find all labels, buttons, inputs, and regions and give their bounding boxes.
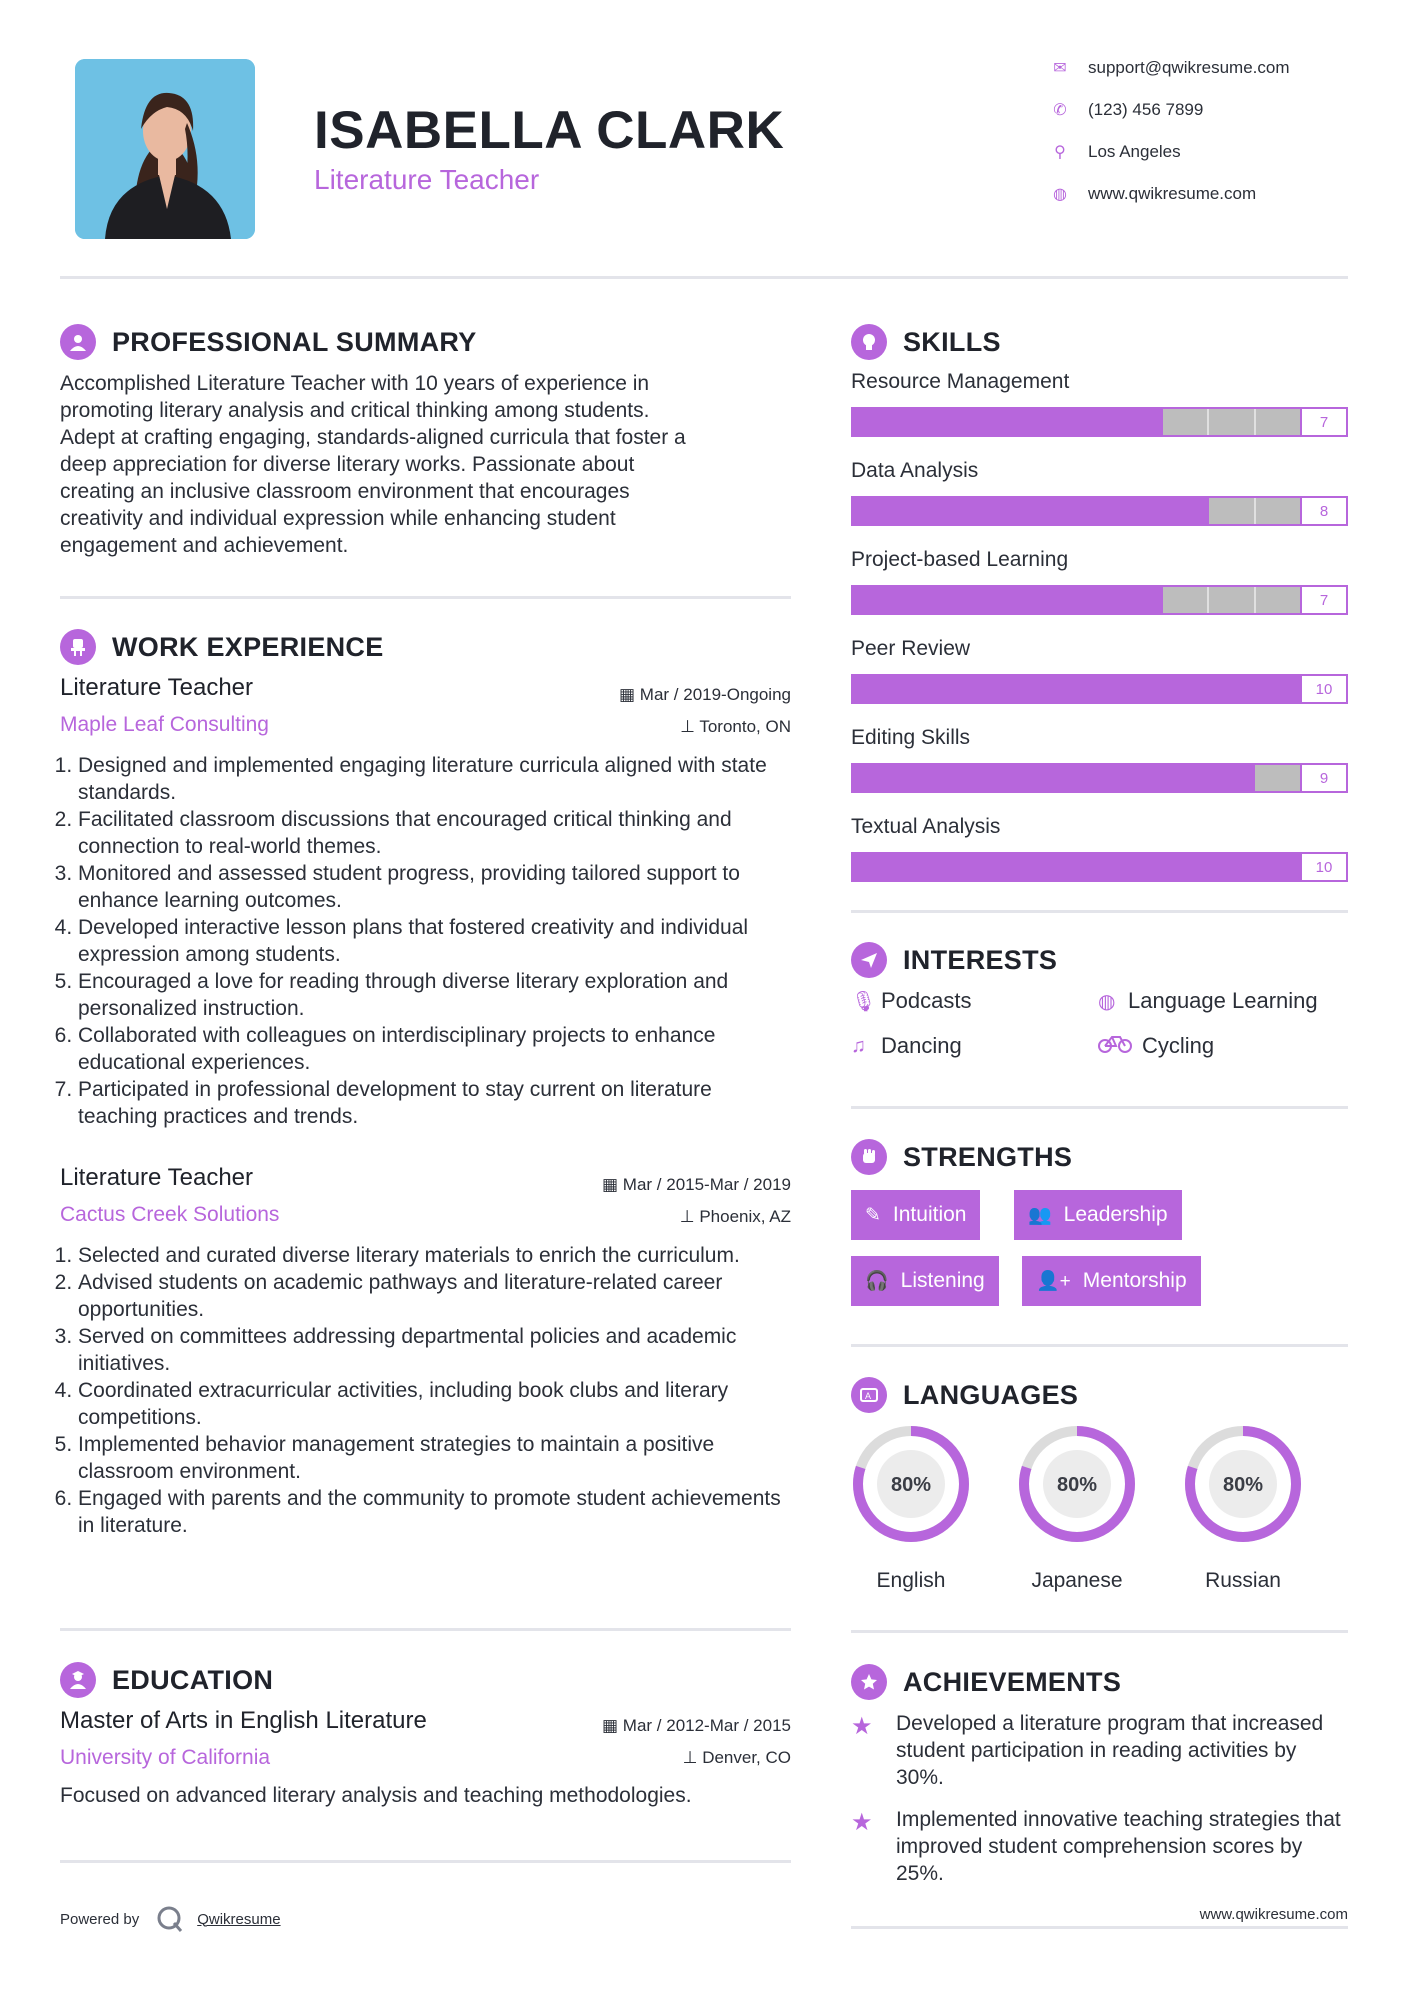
- language-item: [1183, 1424, 1303, 1593]
- divider: [851, 1926, 1348, 1929]
- user-plus-icon: 👤+: [1036, 1271, 1071, 1292]
- star-icon: ★: [851, 1809, 873, 1836]
- list-item: 1. Selected and curated diverse literary materials to enrich the curriculum.: [78, 1242, 791, 1269]
- job-title: Literature Teacher: [60, 674, 254, 701]
- skill-level-bar: [851, 852, 1348, 882]
- language-percent: 80%: [1222, 1474, 1264, 1496]
- skill-name: Data Analysis: [851, 459, 979, 482]
- star-icon: ★: [851, 1713, 873, 1740]
- phone-icon: ✆: [1053, 102, 1067, 119]
- school: University of California: [60, 1746, 271, 1769]
- list-item: 3. Served on committees addressing departmental policies and academic initiatives.: [78, 1323, 791, 1377]
- map-pin-icon: ⚲: [1054, 144, 1066, 161]
- fist-icon: [851, 1139, 887, 1175]
- skill-level-bar: [851, 496, 1348, 526]
- language-percent: 80%: [1056, 1474, 1098, 1496]
- strengths-heading-label: STRENGTHS: [903, 1141, 1073, 1172]
- calendar-icon: ▦: [602, 1175, 623, 1194]
- skill-row: [851, 370, 1348, 437]
- language-ring: [1017, 1424, 1137, 1544]
- interest-item: Cycling: [1098, 1033, 1214, 1059]
- education-heading-label: EDUCATION: [112, 1664, 274, 1695]
- list-item: 6. Collaborated with colleagues on interdisciplinary projects to enhance educational experiences.: [78, 1022, 791, 1076]
- divider: [60, 1628, 791, 1631]
- education-entry: [60, 1707, 791, 1817]
- job-dates: ▦ Mar / 2015-Mar / 2019: [602, 1175, 791, 1194]
- achievements-heading-label: ACHIEVEMENTS: [903, 1666, 1122, 1697]
- pin-icon: ⊥: [682, 1748, 703, 1767]
- achievement-item: ★ Implemented innovative teaching strategies that improved student comprehension scores by 25%.: [851, 1808, 1341, 1885]
- skill-level-bar: [851, 763, 1348, 793]
- calendar-icon: ▦: [619, 685, 640, 704]
- summary-heading-label: PROFESSIONAL SUMMARY: [112, 326, 477, 357]
- globe-icon: ◍: [1053, 186, 1067, 203]
- skills-heading: [851, 324, 1001, 360]
- job-entry: [60, 674, 791, 1130]
- education-dates: ▦ Mar / 2012-Mar / 2015: [602, 1716, 791, 1735]
- skill-level-value: 8: [1300, 496, 1348, 526]
- job-bullets: [60, 1242, 791, 1539]
- magic-wand-icon: ✎: [865, 1204, 881, 1226]
- divider: [60, 596, 791, 599]
- contact-email-text: support@qwikresume.com: [1088, 58, 1290, 77]
- contact-location-text: Los Angeles: [1088, 142, 1181, 161]
- paper-plane-icon: [851, 942, 887, 978]
- language-name: Russian: [1205, 1569, 1281, 1592]
- language-name: English: [876, 1569, 946, 1592]
- list-item: 7. Participated in professional development to stay current on literature teaching practices and trends.: [78, 1076, 791, 1130]
- envelope-icon: ✉: [1053, 60, 1067, 77]
- list-item: 6. Engaged with parents and the community to promote student achievements in literature.: [78, 1485, 791, 1539]
- language-name: Japanese: [1031, 1569, 1123, 1592]
- language-icon: [851, 1377, 887, 1413]
- job-entry: [60, 1164, 791, 1539]
- contact-phone[interactable]: [1050, 100, 1203, 120]
- interests-heading-label: INTERESTS: [903, 944, 1058, 975]
- skill-level-value: 7: [1300, 585, 1348, 615]
- footer-powered: [60, 1904, 281, 1934]
- header-divider: [60, 276, 1348, 279]
- education-heading: [60, 1662, 273, 1698]
- skill-row: [851, 548, 1348, 615]
- list-item: 4. Coordinated extracurricular activities, including book clubs and literary competitions.: [78, 1377, 791, 1431]
- skill-name: Project-based Learning: [851, 548, 1069, 571]
- skills-heading-label: SKILLS: [903, 326, 1001, 357]
- headphones-icon: 🎧: [865, 1271, 889, 1292]
- brand-link[interactable]: Qwikresume: [197, 1910, 281, 1928]
- lightbulb-icon: [851, 324, 887, 360]
- strength-tag: 👥 Leadership: [1014, 1190, 1182, 1240]
- language-percent: 80%: [890, 1474, 932, 1496]
- skill-level-bar: [851, 407, 1348, 437]
- summary-heading: [60, 324, 477, 360]
- degree: Master of Arts in English Literature: [60, 1707, 427, 1734]
- candidate-title: Literature Teacher: [314, 164, 540, 195]
- skill-level-value: 7: [1300, 407, 1348, 437]
- skill-row: [851, 459, 1348, 526]
- job-dates: ▦ Mar / 2019-Ongoing: [619, 685, 791, 704]
- job-bullets: [60, 752, 791, 1130]
- bicycle-icon: [1098, 1033, 1142, 1059]
- list-item: 4. Developed interactive lesson plans that fostered creativity and individual expression among students.: [78, 914, 791, 968]
- pin-icon: ⊥: [680, 717, 700, 736]
- skill-level-value: 10: [1300, 852, 1348, 882]
- strength-tag: ✎ Intuition: [851, 1190, 980, 1240]
- language-ring: [1183, 1424, 1303, 1544]
- skill-name: Peer Review: [851, 637, 971, 660]
- achievement-item: ★ Developed a literature program that increased student participation in reading activities by 30%.: [851, 1712, 1324, 1789]
- language-ring: [851, 1424, 971, 1544]
- user-icon: [60, 324, 96, 360]
- music-icon: ♫: [851, 1034, 866, 1057]
- list-item: 5. Implemented behavior management strategies to maintain a positive classroom environment.: [78, 1431, 791, 1485]
- divider: [851, 910, 1348, 913]
- globe-icon: ◍: [1098, 990, 1116, 1013]
- job-location: ⊥ Phoenix, AZ: [679, 1207, 791, 1226]
- list-item: 5. Encouraged a love for reading through diverse literary exploration and personalized instruction.: [78, 968, 791, 1022]
- interest-item: 🎙 Podcasts: [851, 988, 972, 1013]
- skill-level-bar: [851, 674, 1348, 704]
- footer-url[interactable]: www.qwikresume.com: [1199, 1906, 1348, 1923]
- candidate-name: ISABELLA CLARK: [314, 101, 785, 160]
- education-description: Focused on advanced literary analysis and teaching methodologies.: [60, 1784, 692, 1807]
- contact-website-text: www.qwikresume.com: [1088, 184, 1257, 203]
- strengths-heading: [851, 1139, 1072, 1175]
- job-company: Cactus Creek Solutions: [60, 1203, 280, 1226]
- powered-by-text: Powered by: [60, 1910, 140, 1928]
- graduate-icon: [60, 1662, 96, 1698]
- summary-text: Accomplished Literature Teacher with 10 years of experience in promoting literary analysis and critical thinking among students. Adept at crafting engaging, standards-aligned curricula that foster a deep appreciation for diverse literary works. Passionate about creating an inclusive classroom environment that encourages creativity and individual expression while enhancing student engagement and achievement.: [60, 372, 686, 557]
- experience-heading-label: WORK EXPERIENCE: [112, 631, 384, 662]
- skill-level-value: 9: [1300, 763, 1348, 793]
- qwikresume-logo-icon: [155, 1904, 185, 1934]
- contact-phone-text: (123) 456 7899: [1088, 100, 1204, 119]
- job-company: Maple Leaf Consulting: [60, 713, 269, 736]
- divider: [851, 1630, 1348, 1633]
- interests-heading: [851, 942, 1057, 978]
- skills-list: [851, 370, 1348, 904]
- interest-item: ♫ Dancing: [851, 1033, 962, 1058]
- skill-name: Textual Analysis: [851, 815, 1001, 838]
- contact-website[interactable]: [1050, 184, 1256, 204]
- profile-photo: [75, 59, 255, 239]
- languages-heading-label: LANGUAGES: [903, 1379, 1079, 1410]
- interest-item: ◍ Language Learning: [1098, 988, 1318, 1013]
- achievements-heading: [851, 1664, 1121, 1700]
- star-badge-icon: [851, 1664, 887, 1700]
- skill-row: [851, 726, 1348, 793]
- language-item: [1017, 1424, 1137, 1593]
- list-item: 2. Advised students on academic pathways and literature-related career opportunities.: [78, 1269, 791, 1323]
- languages-heading: [851, 1377, 1078, 1413]
- divider: [60, 1860, 791, 1863]
- pin-icon: ⊥: [679, 1207, 700, 1226]
- calendar-icon: ▦: [602, 1716, 623, 1735]
- strength-tag: 👤+ Mentorship: [1022, 1256, 1201, 1306]
- job-title: Literature Teacher: [60, 1164, 254, 1191]
- list-item: 3. Monitored and assessed student progress, providing tailored support to enhance learning outcomes.: [78, 860, 791, 914]
- language-item: [851, 1424, 971, 1593]
- contact-email[interactable]: [1050, 58, 1290, 78]
- microphone-icon: 🎙: [851, 990, 877, 1013]
- svg-text:A: A: [865, 1391, 872, 1401]
- skill-row: [851, 815, 1348, 882]
- divider: [851, 1106, 1348, 1109]
- skill-row: [851, 637, 1348, 704]
- education-location: ⊥ Denver, CO: [682, 1748, 791, 1767]
- list-item: 2. Facilitated classroom discussions that encouraged critical thinking and connection to real-world themes.: [78, 806, 791, 860]
- strength-tag: 🎧 Listening: [851, 1256, 999, 1306]
- list-item: 1. Designed and implemented engaging literature curricula aligned with state standards.: [78, 752, 791, 806]
- users-icon: 👥: [1028, 1205, 1052, 1226]
- experience-heading: [60, 629, 384, 665]
- divider: [851, 1344, 1348, 1347]
- languages-list: [851, 1424, 1348, 1594]
- job-location: ⊥ Toronto, ON: [680, 717, 791, 736]
- chair-icon: [60, 629, 96, 665]
- skill-name: Editing Skills: [851, 726, 971, 749]
- contact-location: [1050, 142, 1181, 162]
- skill-level-bar: [851, 585, 1348, 615]
- skill-name: Resource Management: [851, 370, 1070, 393]
- skill-level-value: 10: [1300, 674, 1348, 704]
